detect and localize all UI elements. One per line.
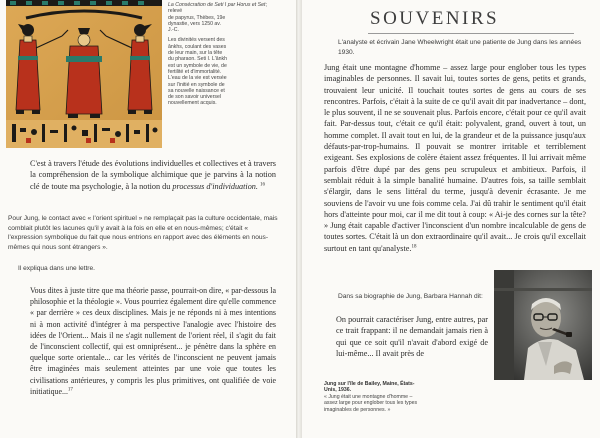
caption-body-line: fertilité et d'immortalité. [168,68,222,75]
quote-letter [30,285,276,397]
section-heading: SOUVENIRS [370,8,500,29]
caption-body-line: est un symbole de vie, de [168,62,227,69]
footnote-ref: 17 [67,387,73,393]
paragraph-letter-intro: Il expliqua dans une lettre. [18,265,95,272]
jung-photograph [494,270,592,380]
photo-caption-text: « Jung était une montagne d'homme – assez large pour englober tous les types imaginables de personnes. » [324,393,418,413]
caption-line: ; relevé [168,2,267,15]
quote-text: Jung était une montagne d'homme – assez large pour englober tous les types imaginables de personnes. Il savait lui, toutes sortes de gens, petits et grands, trouvaient leur unicité. Il touchait toutes sortes de gens au cours de ses rencontres. Parfois, c'était à la suite de ce qu'il avait dit par inadvertance – dont, le plus souvent, il ne se souvenait plus. Parfois encore, c'était pour ce qu'il avait fait. Par-dessus tout, c'était ce qu'il était: polyvalent, grand, ouvert à tout, un homme complet. Il avait tout en lui, de la grandeur et de la puissance jusqu'aux défauts-par-trop-humains. Il pouvait se montrer irritable et terriblement exigeant. Ses explosions de colère étaient assez fréquentes. Il lui arrivait même parfois d'être dupé par des gens peu scrupuleux et ambitieux. Parfois, il semblait réduit à la simple banalité humaine. D'autres fois, sa taille semblait s'élargir, dans le sens littéral du terme, jusqu'à devenir écrasante. Je me souviens de l'avoir vu une fois comme cela. J'ai dû trahir le sentiment qu'il était hors d'atteinte pour moi, car il me dit tout à coup: « Ai-je des cornes sur la tête? » Jung était capable d'activer l'inconscient d'un nombre incalculable de gens de toutes sortes. C'était là un don extraordinaire qu'il avait... Je crois qu'il excellait surtout en tant qu'analyste. [324,63,586,253]
caption-body-line: sur l'initié en symbole de [168,81,225,88]
caption-title: La Consécration de Seti I par Horus et Set [168,2,266,8]
quote-wheelwright [324,62,586,254]
paragraph-italic: processus d'individuation. [172,181,258,191]
photo-caption-title: Jung sur l'île de Bailey, Maine, États-Unis, 1936. [324,381,415,394]
caption-body-line: Les divinités versent des [168,37,225,44]
caption-body-line: de son savoir universel [168,94,222,101]
image-caption [168,2,272,107]
quote-text: Vous dites à juste titre que ma théorie passe, pourrait-on dire, « par-dessous la philosophie et la théologie ». Vous pourriez également dire qu'elle commence « par derrière » ces deux disciplines. Mais je ne réponds ni à mes intentions ni à mon activité d'intégrer à ma perspective l'analogie avec l'histoire des idées de l'Orient... Mais il ne s'agit nullement de l'orient réel, il s'agit du fait de l'inconscient collectif, qui est omniprésent... je pénètre dans la sphère en quelque sorte orientale... car les vérités de l'inconscient ne peuvent jamais être imaginées mais seulement atteintes par une voie que toutes les civilisations antérieures, y compris les plus primitives, ont qualifiée de voie initiatique... [30,286,276,396]
caption-body-line: nouvellement acquis. [168,100,217,107]
heading-rule [368,33,574,34]
photo-caption [324,381,426,413]
right-page [302,0,600,438]
paragraph-text: C'est à travers l'étude des évolutions individuelles et collectives et à travers la compréhension de la symbolique alchimique que je parvins à la notion clé de toute ma psychologie, à la notion du [30,159,276,191]
left-page [0,0,296,438]
paragraph-hannah-intro: Dans sa biographie de Jung, Barbara Hannah dit: [338,293,483,300]
caption-line: de papyrus, Thèbes, 19e [168,14,226,21]
paragraph-text: Pour Jung, le contact avec « l'orient spirituel » ne remplaçait pas la culture occidentale, mais comblait plutôt les lacunes qu'il y avait à la fois en elle et en nous-mêmes; c'était « l'expression symbolique du fait que nous entrions en rapport avec des éléments en nous-mêmes qui nous sont étrangers ». [8,215,278,251]
caption-line: J.-C. [168,27,179,34]
caption-body-line: sa nouvelle naissance et [168,87,225,94]
egyptian-papyrus-image [6,0,162,148]
caption-body-line: ânkhs, coulant des vases [168,43,227,50]
paragraph-orient [8,214,284,252]
footnote-ref: 16 [259,181,265,187]
caption-body-line: de leur main, sur la tête [168,50,223,57]
caption-line: dynastie, vers 1250 av. [168,20,221,27]
footnote-ref: 18 [411,244,417,250]
paragraph-intro: L'analyste et écrivain Jane Wheelwright était une patiente de Jung dans les années 1930. [338,39,582,56]
quote-hannah: On pourrait caractériser Jung, entre autres, par ce trait frappant: il ne demandait jamais rien à qui que ce soit qu'il n'avait d'abord exigé de lui-même... Il avait près de [336,315,488,358]
caption-body-line: du pharaon. Seti I. L'ânkh [168,56,227,63]
paragraph-individuation [30,158,276,192]
caption-body-line: L'eau de la vie est versée [168,75,227,82]
